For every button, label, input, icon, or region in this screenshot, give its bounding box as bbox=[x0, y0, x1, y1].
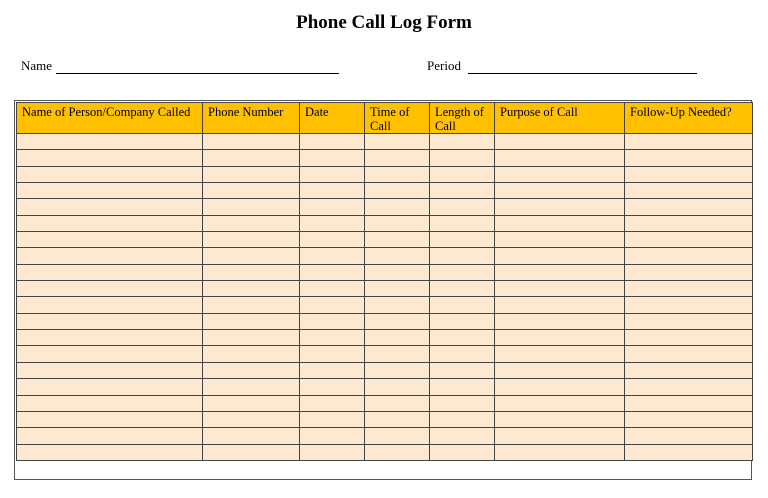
table-cell[interactable] bbox=[430, 313, 495, 329]
table-cell[interactable] bbox=[625, 444, 753, 460]
period-field bbox=[427, 58, 697, 74]
table-cell[interactable] bbox=[203, 297, 300, 313]
table-cell[interactable] bbox=[495, 232, 625, 248]
table-cell[interactable] bbox=[17, 248, 203, 264]
table-cell[interactable] bbox=[300, 297, 365, 313]
table-cell[interactable] bbox=[300, 428, 365, 444]
table-cell[interactable] bbox=[430, 330, 495, 346]
table-cell[interactable] bbox=[17, 199, 203, 215]
table-cell[interactable] bbox=[17, 330, 203, 346]
table-cell[interactable] bbox=[365, 183, 430, 199]
table-cell[interactable] bbox=[300, 215, 365, 231]
table-cell[interactable] bbox=[17, 134, 203, 150]
table-cell[interactable] bbox=[625, 232, 753, 248]
table-cell[interactable] bbox=[430, 232, 495, 248]
table-cell[interactable] bbox=[203, 281, 300, 297]
table-body bbox=[17, 134, 753, 461]
table-cell[interactable] bbox=[625, 411, 753, 427]
table-cell[interactable] bbox=[203, 428, 300, 444]
table-cell[interactable] bbox=[203, 183, 300, 199]
table-row bbox=[17, 166, 753, 182]
table-cell[interactable] bbox=[495, 199, 625, 215]
table-cell[interactable] bbox=[17, 428, 203, 444]
table-cell[interactable] bbox=[495, 183, 625, 199]
column-header-name: Name of Person/Company Called bbox=[17, 103, 203, 134]
table-cell[interactable] bbox=[625, 330, 753, 346]
table-cell[interactable] bbox=[495, 411, 625, 427]
call-log-table bbox=[16, 102, 753, 461]
table-cell[interactable] bbox=[300, 248, 365, 264]
table-row bbox=[17, 411, 753, 427]
table-cell[interactable] bbox=[625, 166, 753, 182]
table-cell[interactable] bbox=[203, 134, 300, 150]
table-cell[interactable] bbox=[365, 346, 430, 362]
table-cell[interactable] bbox=[17, 183, 203, 199]
table-cell[interactable] bbox=[430, 444, 495, 460]
table-row bbox=[17, 183, 753, 199]
table-cell[interactable] bbox=[17, 264, 203, 280]
table-cell[interactable] bbox=[365, 330, 430, 346]
table-cell[interactable] bbox=[430, 150, 495, 166]
table-row bbox=[17, 232, 753, 248]
table-row bbox=[17, 395, 753, 411]
table-cell[interactable] bbox=[365, 199, 430, 215]
table-cell[interactable] bbox=[365, 264, 430, 280]
table-cell[interactable] bbox=[495, 215, 625, 231]
table-cell[interactable] bbox=[17, 362, 203, 378]
table-cell[interactable] bbox=[17, 346, 203, 362]
table-cell[interactable] bbox=[203, 264, 300, 280]
table-cell[interactable] bbox=[625, 362, 753, 378]
table-cell[interactable] bbox=[17, 313, 203, 329]
table-cell[interactable] bbox=[365, 428, 430, 444]
table-row bbox=[17, 346, 753, 362]
table-cell[interactable] bbox=[365, 134, 430, 150]
table-cell[interactable] bbox=[625, 379, 753, 395]
table-cell[interactable] bbox=[625, 215, 753, 231]
table-cell[interactable] bbox=[365, 248, 430, 264]
table-cell[interactable] bbox=[365, 215, 430, 231]
table-cell[interactable] bbox=[495, 362, 625, 378]
table-cell[interactable] bbox=[203, 395, 300, 411]
table-cell[interactable] bbox=[365, 395, 430, 411]
column-header-time: Time of Call bbox=[365, 103, 430, 134]
table-cell[interactable] bbox=[495, 281, 625, 297]
table-cell[interactable] bbox=[625, 297, 753, 313]
table-cell[interactable] bbox=[203, 166, 300, 182]
name-input-line[interactable] bbox=[56, 59, 339, 74]
table-cell[interactable] bbox=[495, 444, 625, 460]
table-row bbox=[17, 379, 753, 395]
table-cell[interactable] bbox=[625, 150, 753, 166]
table-cell[interactable] bbox=[300, 166, 365, 182]
table-cell[interactable] bbox=[300, 346, 365, 362]
table-cell[interactable] bbox=[625, 428, 753, 444]
table-cell[interactable] bbox=[625, 183, 753, 199]
table-cell[interactable] bbox=[300, 183, 365, 199]
table-cell[interactable] bbox=[495, 395, 625, 411]
table-cell[interactable] bbox=[430, 183, 495, 199]
table-cell[interactable] bbox=[17, 444, 203, 460]
table-cell[interactable] bbox=[495, 248, 625, 264]
table-cell[interactable] bbox=[365, 166, 430, 182]
table-cell[interactable] bbox=[203, 199, 300, 215]
table-cell[interactable] bbox=[495, 264, 625, 280]
period-input-line[interactable] bbox=[468, 59, 697, 74]
table-cell[interactable] bbox=[203, 248, 300, 264]
table-cell[interactable] bbox=[365, 313, 430, 329]
table-cell[interactable] bbox=[365, 281, 430, 297]
table-cell[interactable] bbox=[203, 379, 300, 395]
table-cell[interactable] bbox=[17, 379, 203, 395]
period-label: Period bbox=[427, 58, 461, 73]
table-cell[interactable] bbox=[365, 379, 430, 395]
table-cell[interactable] bbox=[300, 232, 365, 248]
name-field bbox=[21, 58, 339, 74]
table-cell[interactable] bbox=[300, 379, 365, 395]
table-cell[interactable] bbox=[625, 346, 753, 362]
table-cell[interactable] bbox=[300, 411, 365, 427]
column-header-follow-up: Follow-Up Needed? bbox=[625, 103, 753, 134]
table-cell[interactable] bbox=[495, 134, 625, 150]
table-cell[interactable] bbox=[365, 232, 430, 248]
column-header-purpose: Purpose of Call bbox=[495, 103, 625, 134]
table-cell[interactable] bbox=[17, 166, 203, 182]
table-cell[interactable] bbox=[430, 428, 495, 444]
table-cell[interactable] bbox=[203, 444, 300, 460]
table-cell[interactable] bbox=[430, 297, 495, 313]
table-cell[interactable] bbox=[625, 248, 753, 264]
table-cell[interactable] bbox=[495, 150, 625, 166]
table-cell[interactable] bbox=[625, 199, 753, 215]
table-cell[interactable] bbox=[365, 297, 430, 313]
table-cell[interactable] bbox=[300, 134, 365, 150]
table-cell[interactable] bbox=[300, 362, 365, 378]
name-label: Name bbox=[21, 58, 53, 73]
table-cell[interactable] bbox=[495, 330, 625, 346]
table-row bbox=[17, 264, 753, 280]
table-cell[interactable] bbox=[203, 215, 300, 231]
table-cell[interactable] bbox=[430, 395, 495, 411]
table-cell[interactable] bbox=[430, 362, 495, 378]
table-cell[interactable] bbox=[300, 313, 365, 329]
table-cell[interactable] bbox=[300, 330, 365, 346]
table-row bbox=[17, 362, 753, 378]
table-cell[interactable] bbox=[17, 232, 203, 248]
table-cell[interactable] bbox=[17, 297, 203, 313]
table-cell[interactable] bbox=[430, 264, 495, 280]
column-header-phone: Phone Number bbox=[203, 103, 300, 134]
table-row bbox=[17, 444, 753, 460]
table-row bbox=[17, 297, 753, 313]
table-cell[interactable] bbox=[203, 362, 300, 378]
table-cell[interactable] bbox=[495, 313, 625, 329]
table-cell[interactable] bbox=[300, 395, 365, 411]
table-row bbox=[17, 150, 753, 166]
table-cell[interactable] bbox=[300, 281, 365, 297]
table-cell[interactable] bbox=[365, 444, 430, 460]
table-cell[interactable] bbox=[17, 215, 203, 231]
table-cell[interactable] bbox=[430, 248, 495, 264]
table-row bbox=[17, 199, 753, 215]
table-row bbox=[17, 215, 753, 231]
table-cell[interactable] bbox=[203, 232, 300, 248]
table-cell[interactable] bbox=[300, 150, 365, 166]
table-cell[interactable] bbox=[430, 166, 495, 182]
table-cell[interactable] bbox=[203, 313, 300, 329]
table-cell[interactable] bbox=[365, 362, 430, 378]
table-cell[interactable] bbox=[300, 264, 365, 280]
table-cell[interactable] bbox=[365, 411, 430, 427]
table-cell[interactable] bbox=[495, 346, 625, 362]
table-row bbox=[17, 134, 753, 150]
form-title: Phone Call Log Form bbox=[296, 12, 472, 33]
table-cell[interactable] bbox=[365, 150, 430, 166]
table-cell[interactable] bbox=[430, 199, 495, 215]
table-cell[interactable] bbox=[625, 264, 753, 280]
table-cell[interactable] bbox=[495, 166, 625, 182]
table-cell[interactable] bbox=[430, 346, 495, 362]
call-log-table-frame bbox=[14, 100, 752, 480]
table-cell[interactable] bbox=[203, 150, 300, 166]
table-cell[interactable] bbox=[203, 346, 300, 362]
table-cell[interactable] bbox=[300, 199, 365, 215]
table-row bbox=[17, 281, 753, 297]
table-cell[interactable] bbox=[430, 379, 495, 395]
table-cell[interactable] bbox=[17, 395, 203, 411]
table-cell[interactable] bbox=[495, 379, 625, 395]
table-cell[interactable] bbox=[300, 444, 365, 460]
column-header-date: Date bbox=[300, 103, 365, 134]
table-cell[interactable] bbox=[17, 150, 203, 166]
table-cell[interactable] bbox=[625, 313, 753, 329]
table-row bbox=[17, 313, 753, 329]
table-cell[interactable] bbox=[430, 281, 495, 297]
table-cell[interactable] bbox=[430, 134, 495, 150]
table-cell[interactable] bbox=[203, 330, 300, 346]
table-cell[interactable] bbox=[203, 411, 300, 427]
table-cell[interactable] bbox=[17, 281, 203, 297]
table-row bbox=[17, 330, 753, 346]
table-cell[interactable] bbox=[430, 215, 495, 231]
table-cell[interactable] bbox=[430, 411, 495, 427]
table-cell[interactable] bbox=[625, 395, 753, 411]
table-cell[interactable] bbox=[625, 281, 753, 297]
table-cell[interactable] bbox=[495, 297, 625, 313]
table-cell[interactable] bbox=[495, 428, 625, 444]
table-cell[interactable] bbox=[17, 411, 203, 427]
column-header-length: Length of Call bbox=[430, 103, 495, 134]
table-cell[interactable] bbox=[625, 134, 753, 150]
table-header-row bbox=[17, 103, 753, 134]
table-row bbox=[17, 248, 753, 264]
table-row bbox=[17, 428, 753, 444]
